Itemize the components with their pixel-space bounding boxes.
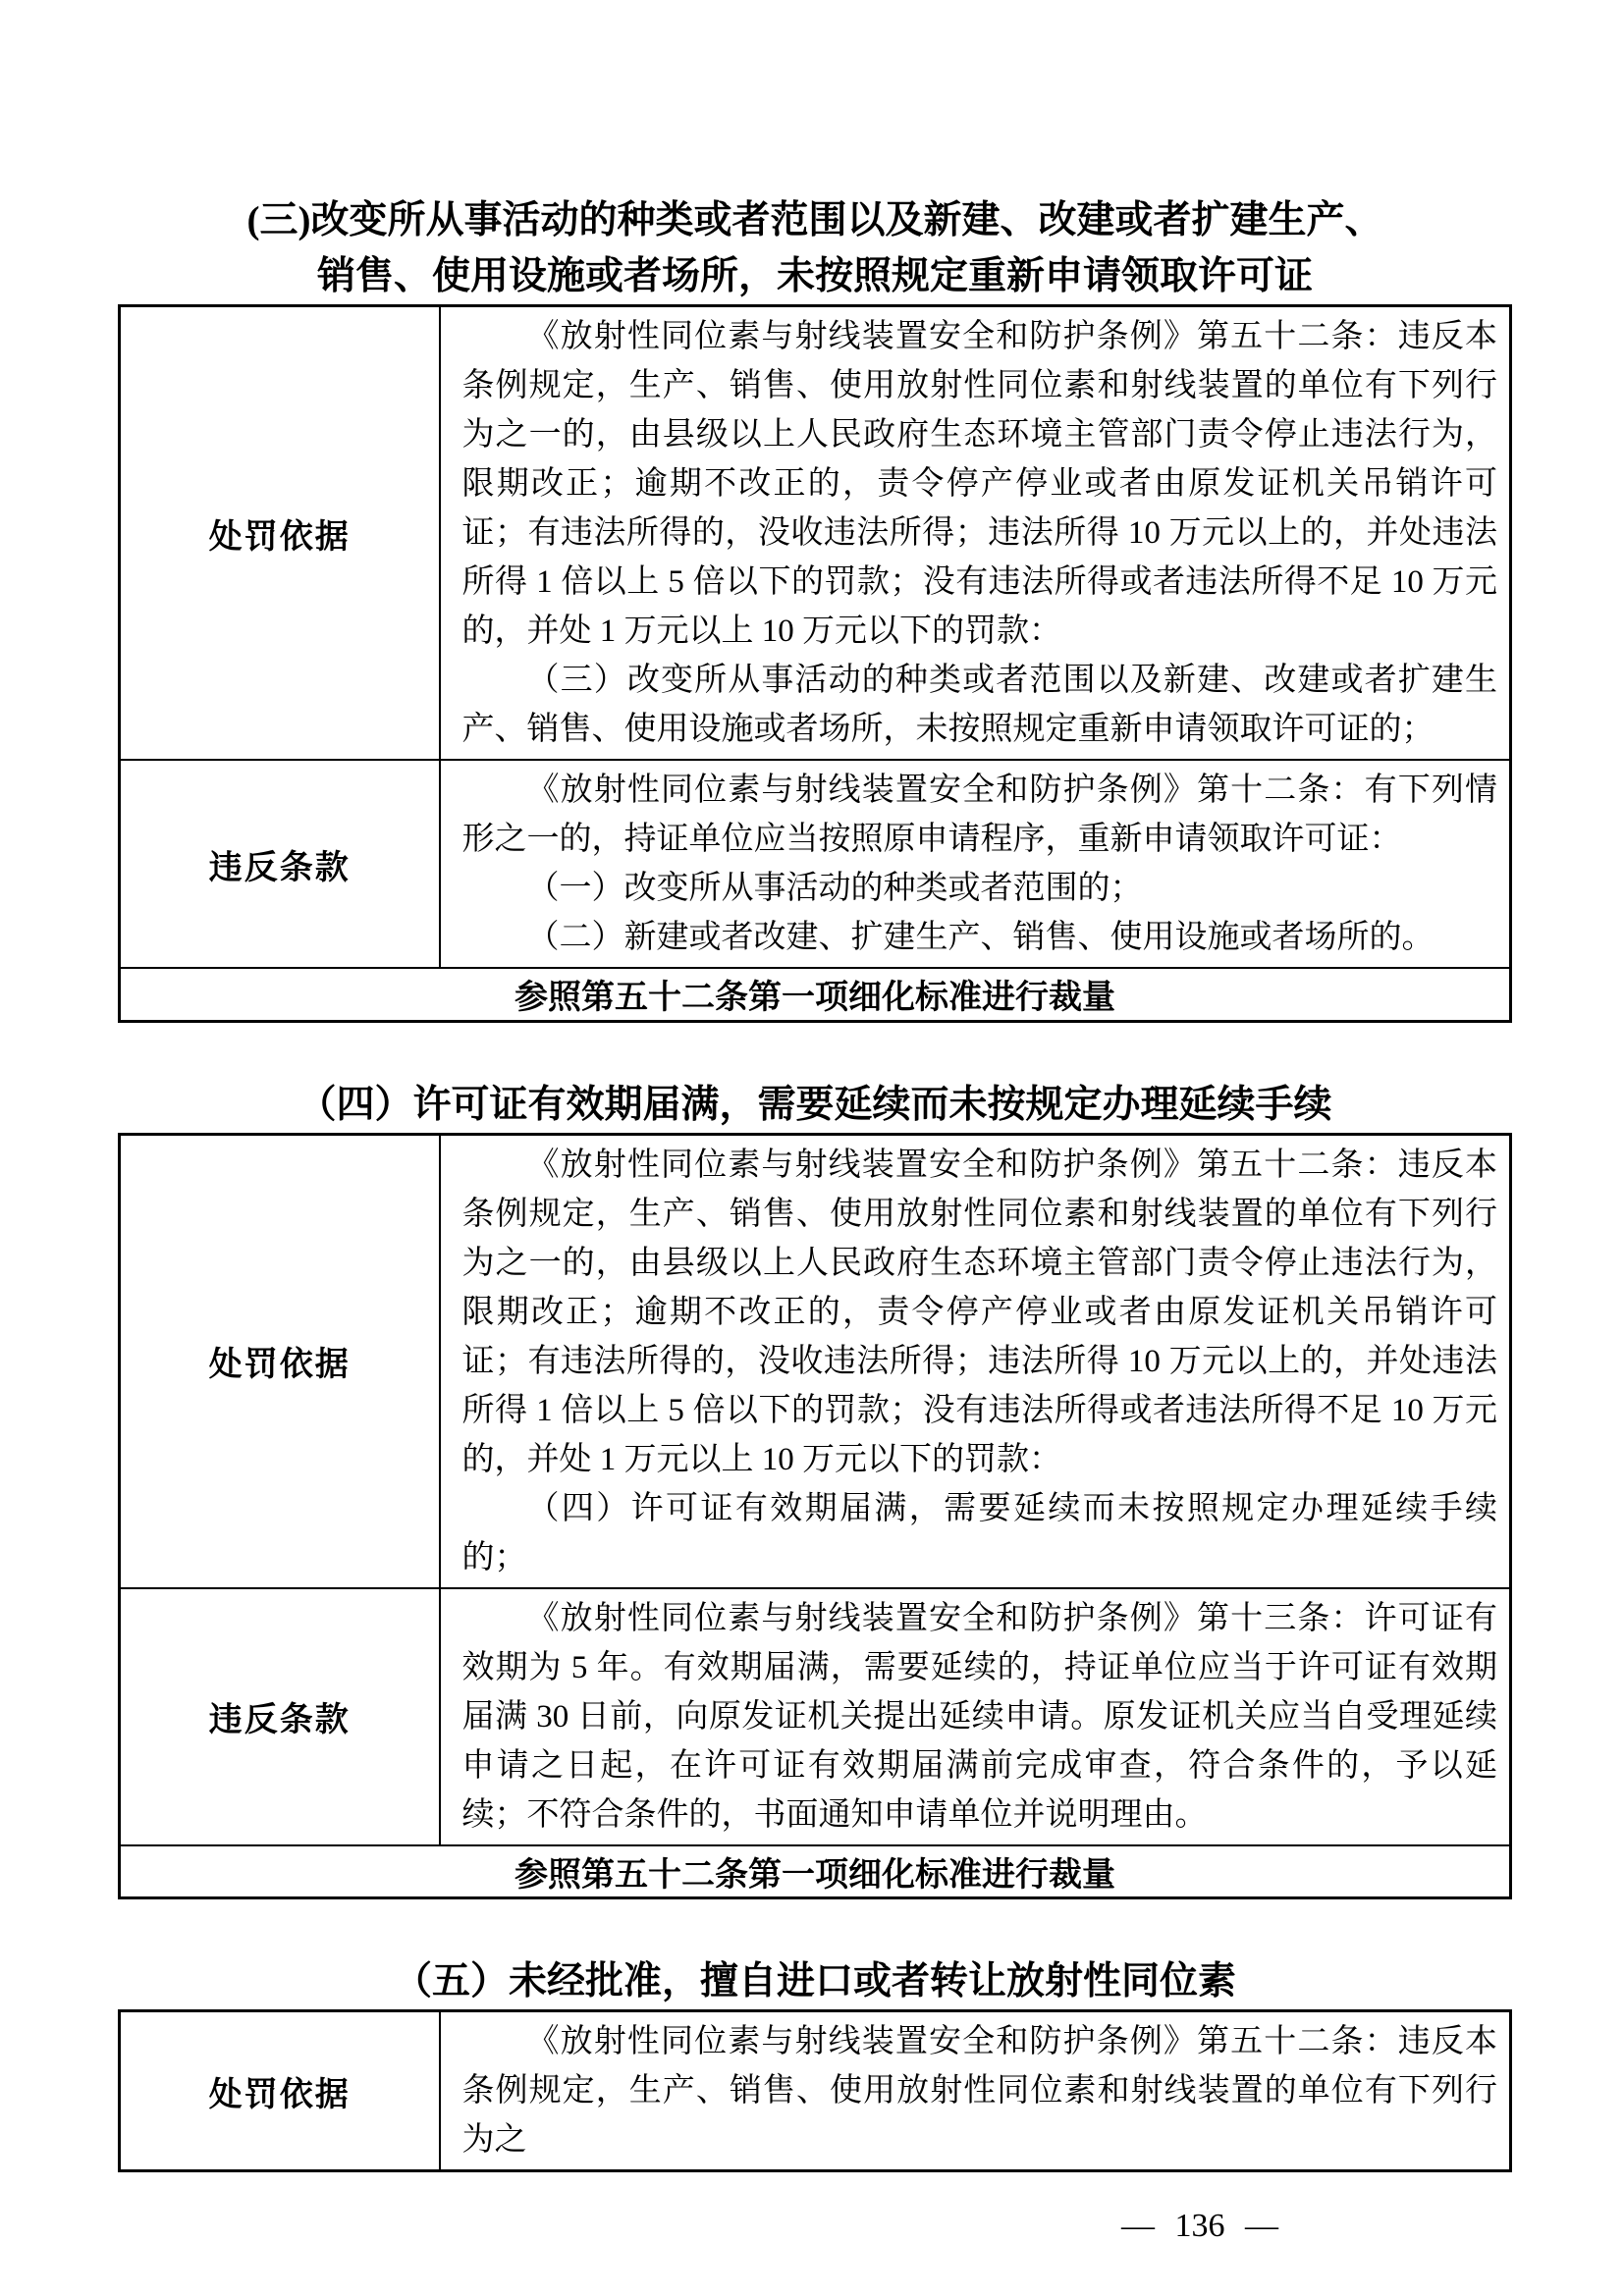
discretion-note: 参照第五十二条第一项细化标准进行裁量 <box>120 1845 1511 1898</box>
section-5 <box>118 1953 1512 2172</box>
section-3 <box>118 192 1512 1023</box>
violated-clause-label: 违反条款 <box>120 760 440 968</box>
section-4 <box>118 1077 1512 1900</box>
violated-clause-label: 违反条款 <box>120 1588 440 1845</box>
violated-clause-content: 《放射性同位素与射线装置安全和防护条例》第十二条：有下列情形之一的，持证单位应当按照原申请程序，重新申请领取许可证： （一）改变所从事活动的种类或者范围的； （二）新建或者改建、扩建生产、销售、使用设施或者场所的。 <box>440 760 1511 968</box>
table-row <box>120 306 1511 761</box>
section-4-heading: （四）许可证有效期届满，需要延续而未按规定办理延续手续 <box>298 1083 1332 1126</box>
table-row <box>120 1845 1511 1898</box>
section-3-heading: (三)改变所从事活动的种类或者范围以及新建、改建或者扩建生产、 销售、使用设施或者场所，未按照规定重新申请领取许可证 <box>246 199 1383 297</box>
table-row <box>120 1134 1511 1588</box>
section-3-table <box>118 304 1512 1023</box>
penalty-basis-content: 《放射性同位素与射线装置安全和防护条例》第五十二条：违反本条例规定，生产、销售、使用放射性同位素和射线装置的单位有下列行为之一的，由县级以上人民政府生态环境主管部门责令停止违法行为，限期改正；逾期不改正的，责令停产停业或者由原发证机关吊销许可证；有违法所得的，没收违法所得；违法所得 10 万元以上的，并处违法所得 1 倍以上 5 倍以下的罚款；没有违法所得或者违法所得不足 10 万元的，并处 1 万元以上 10 万元以下的罚款： （三）改变所从事活动的种类或者范围以及新建、改建或者扩建生产、销售、使用设施或者场所，未按照规定重新申请领取许可证的； <box>440 306 1511 761</box>
penalty-basis-content: 《放射性同位素与射线装置安全和防护条例》第五十二条：违反本条例规定，生产、销售、使用放射性同位素和射线装置的单位有下列行为之一的，由县级以上人民政府生态环境主管部门责令停止违法行为，限期改正；逾期不改正的，责令停产停业或者由原发证机关吊销许可证；有违法所得的，没收违法所得；违法所得 10 万元以上的，并处违法所得 1 倍以上 5 倍以下的罚款；没有违法所得或者违法所得不足 10 万元的，并处 1 万元以上 10 万元以下的罚款： （四）许可证有效期届满，需要延续而未按照规定办理延续手续的； <box>440 1134 1511 1588</box>
section-4-table <box>118 1133 1512 1900</box>
penalty-basis-label: 处罚依据 <box>120 2011 440 2171</box>
section-5-heading: （五）未经批准，擅自进口或者转让放射性同位素 <box>393 1960 1236 2002</box>
page-number: — 136 — <box>1121 2208 1278 2244</box>
penalty-basis-label: 处罚依据 <box>120 1134 440 1588</box>
section-5-table <box>118 2009 1512 2172</box>
violated-clause-content: 《放射性同位素与射线装置安全和防护条例》第十三条：许可证有效期为 5 年。有效期届满，需要延续的，持证单位应当于许可证有效期届满 30 日前，向原发证机关提出延续申请。原发证机关应当自受理延续申请之日起，在许可证有效期届满前完成审查，符合条件的，予以延续；不符合条件的，书面通知申请单位并说明理由。 <box>440 1588 1511 1845</box>
table-row <box>120 2011 1511 2171</box>
table-row <box>120 760 1511 968</box>
table-row <box>120 1588 1511 1845</box>
penalty-basis-content: 《放射性同位素与射线装置安全和防护条例》第五十二条：违反本条例规定，生产、销售、使用放射性同位素和射线装置的单位有下列行为之 <box>440 2011 1511 2171</box>
discretion-note: 参照第五十二条第一项细化标准进行裁量 <box>120 968 1511 1021</box>
penalty-basis-label: 处罚依据 <box>120 306 440 761</box>
table-row <box>120 968 1511 1021</box>
